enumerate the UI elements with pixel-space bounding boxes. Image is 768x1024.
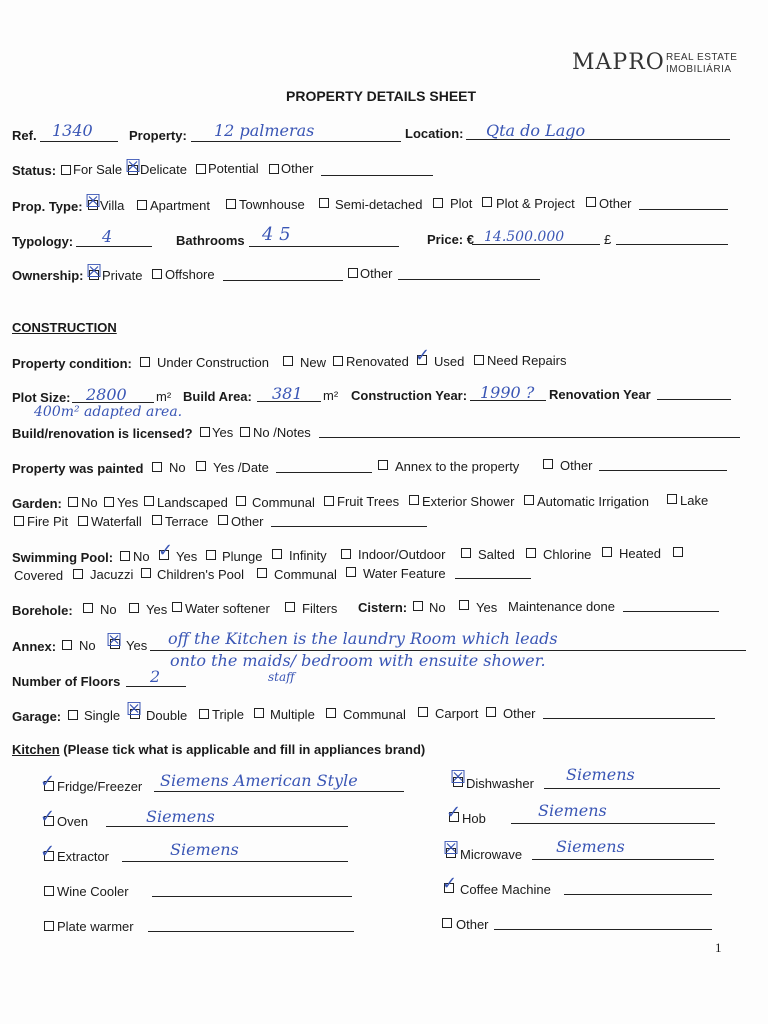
condition-option-need-repairs: Need Repairs (487, 353, 567, 368)
condition-option-renovated: Renovated (346, 354, 409, 369)
proptype-option-plot-project: Plot & Project (496, 196, 575, 211)
floors-value[interactable]: 2 (150, 667, 161, 686)
painted-checkbox-no[interactable] (152, 462, 162, 472)
garage-checkbox-triple[interactable] (199, 709, 209, 719)
kitchen-value-oven[interactable]: Siemens (146, 807, 215, 826)
borehole-checkbox-filters[interactable] (285, 602, 295, 612)
plate-warmer-line (148, 931, 354, 932)
pool-checkbox-indoor-outdoor[interactable] (341, 549, 351, 559)
garden-option-terrace: Terrace (165, 514, 209, 529)
pool-checkbox-covered[interactable] (673, 547, 683, 557)
kitchen-value-dishwasher[interactable]: Siemens (566, 765, 635, 784)
status-option-delicate: Delicate (140, 162, 187, 177)
pool-checkbox-communal[interactable] (257, 568, 267, 578)
hob-line (511, 823, 715, 824)
construction-year-value[interactable]: 1990 ? (480, 383, 535, 402)
garden-option-yes: Yes (117, 495, 139, 510)
pool-option-jacuzzi: Jacuzzi (90, 567, 134, 582)
fridge-freezer-line (154, 791, 404, 792)
garden-checkbox-lake[interactable] (667, 494, 677, 504)
status-option-potential: Potential (208, 161, 259, 176)
kitchen-checkbox-wine-cooler[interactable] (44, 886, 54, 896)
annex-label: Annex: (12, 639, 57, 654)
pool-option-chlorine: Chlorine (543, 547, 592, 562)
proptype-other-line (639, 209, 728, 210)
kitchen-label-oven: Oven (57, 814, 89, 829)
ref-line (40, 141, 118, 142)
proptype-checkbox-plot[interactable] (433, 198, 443, 208)
garage-checkbox-single[interactable] (68, 710, 78, 720)
garden-checkbox-fire-pit[interactable] (14, 516, 24, 526)
kitchen-value-fridge-freezer[interactable]: Siemens American Style (160, 771, 358, 790)
pool-checkbox-childrens-pool[interactable] (141, 568, 151, 578)
condition-checkbox-need-repairs[interactable] (474, 355, 484, 365)
garden-other-line (271, 526, 427, 527)
borehole-checkbox-no[interactable] (83, 603, 93, 613)
proptype-option-other: Other (599, 196, 632, 211)
licensed-notes-line (319, 437, 740, 438)
annex-note-line-1[interactable]: off the Kitchen is the laundry Room which leads (168, 629, 558, 648)
cistern-option-no: No (429, 600, 446, 615)
floors-label: Number of Floors (12, 674, 121, 689)
condition-label: Property condition: (12, 356, 132, 371)
cistern-checkbox-yes[interactable] (459, 600, 469, 610)
kitchen-label-dishwasher: Dishwasher (466, 776, 534, 791)
painted-option-annex: Annex to the property (395, 459, 520, 474)
garden-checkbox-communal[interactable] (236, 496, 246, 506)
proptype-option-plot: Plot (450, 196, 473, 211)
kitchen-value-extractor[interactable]: Siemens (170, 840, 239, 859)
typology-label: Typology: (12, 234, 74, 249)
pool-checkbox-plunge[interactable] (206, 550, 216, 560)
pool-option-water-feature: Water Feature (363, 566, 446, 581)
kitchen-label-coffee-machine: Coffee Machine (460, 882, 551, 897)
status-other-line (321, 175, 433, 176)
microwave-checkmark-icon: ☒ (443, 838, 460, 859)
borehole-option-water-softener: Water softener (185, 601, 270, 616)
pool-yes-checkmark-icon: ✓ (158, 540, 174, 561)
microwave-line (532, 859, 714, 860)
borehole-checkbox-yes[interactable] (129, 603, 139, 613)
annex-note-staff: staff (268, 670, 295, 684)
plot-size-value[interactable]: 2800 (86, 385, 127, 404)
extractor-line (122, 861, 348, 862)
painted-option-other: Other (560, 458, 593, 473)
proptype-checkbox-townhouse[interactable] (226, 199, 236, 209)
ownership-checkbox-other[interactable] (348, 268, 358, 278)
annex-option-yes: Yes (126, 638, 148, 653)
brand-line-1: REAL ESTATE (666, 52, 738, 63)
oven-line (106, 826, 348, 827)
brand-logo: MAPRO (572, 50, 665, 75)
build-area-label: Build Area: (183, 389, 252, 404)
pool-option-childrens-pool: Children's Pool (157, 567, 245, 582)
garden-checkbox-landscaped[interactable] (144, 496, 154, 506)
location-label: Location: (405, 126, 464, 141)
painted-date-line (276, 472, 372, 473)
coffee-machine-line (564, 894, 712, 895)
pool-checkbox-heated[interactable] (602, 547, 612, 557)
garden-checkbox-fruit-trees[interactable] (324, 496, 334, 506)
property-line (191, 141, 401, 142)
garage-checkbox-carport[interactable] (418, 707, 428, 717)
ref-label: Ref. (12, 128, 37, 143)
kitchen-value-microwave[interactable]: Siemens (556, 837, 625, 856)
garden-option-no: No (81, 495, 98, 510)
dishwasher-checkmark-icon: ☒ (450, 767, 467, 788)
garden-option-other: Other (231, 514, 264, 529)
ownership-option-private: Private (102, 268, 143, 283)
garage-option-single: Single (84, 708, 121, 723)
build-area-value[interactable]: 381 (272, 384, 303, 403)
proptype-option-townhouse: Townhouse (239, 197, 305, 212)
construction-heading: CONSTRUCTION (12, 320, 117, 335)
cistern-option-yes: Yes (476, 600, 498, 615)
kitchen-checkbox-plate-warmer[interactable] (44, 921, 54, 931)
painted-checkbox-yes[interactable] (196, 461, 206, 471)
adapted-area-note: 400m² adapted area. (34, 404, 183, 420)
garden-option-fire-pit: Fire Pit (27, 514, 69, 529)
dishwasher-line (544, 788, 720, 789)
condition-checkbox-renovated[interactable] (333, 356, 343, 366)
garage-double-checkmark-icon: ☒ (126, 699, 143, 720)
page-title: PROPERTY DETAILS SHEET (286, 88, 477, 104)
plot-size-unit: m² (156, 389, 172, 404)
status-delicate-checkmark-icon: ☒ (125, 156, 142, 177)
typology-value[interactable]: 4 (102, 227, 113, 246)
proptype-label: Prop. Type: (12, 199, 83, 214)
kitchen-label-plate-warmer: Plate warmer (57, 919, 134, 934)
condition-used-checkmark-icon: ✓ (415, 345, 431, 366)
status-checkbox-for-sale[interactable] (61, 165, 71, 175)
kitchen-label-other: Other (456, 917, 489, 932)
borehole-option-yes: Yes (146, 602, 168, 617)
pool-option-communal: Communal (274, 567, 337, 582)
maintenance-label: Maintenance done (508, 599, 615, 614)
pool-water-feature-line (455, 578, 531, 579)
annex-option-no: No (79, 638, 96, 653)
page-number: 1 (715, 940, 722, 955)
condition-checkbox-under-construction[interactable] (140, 357, 150, 367)
condition-option-under-construction: Under Construction (157, 355, 269, 370)
pool-option-salted: Salted (478, 547, 515, 562)
maintenance-line (623, 611, 719, 612)
garage-option-double: Double (146, 708, 188, 723)
ownership-label: Ownership: (12, 268, 84, 283)
pool-option-infinity: Infinity (289, 548, 327, 563)
pool-option-plunge: Plunge (222, 549, 263, 564)
kitchen-checkbox-other[interactable] (442, 918, 452, 928)
condition-option-new: New (300, 355, 327, 370)
garden-option-automatic-irrigation: Automatic Irrigation (537, 494, 649, 509)
kitchen-heading-note: (Please tick what is applicable and fill in appliances brand) (63, 742, 426, 757)
garage-checkbox-other[interactable] (486, 707, 496, 717)
pool-checkbox-salted[interactable] (461, 548, 471, 558)
ownership-other-line (398, 279, 540, 280)
garden-option-exterior-shower: Exterior Shower (422, 494, 515, 509)
pool-option-indoor-outdoor: Indoor/Outdoor (358, 547, 446, 562)
kitchen-value-hob[interactable]: Siemens (538, 801, 607, 820)
garage-label: Garage: (12, 709, 62, 724)
proptype-option-villa: Villa (100, 198, 125, 213)
garage-other-line (543, 718, 715, 719)
garage-option-multiple: Multiple (270, 707, 315, 722)
kitchen-label-extractor: Extractor (57, 849, 110, 864)
property-label: Property: (129, 128, 187, 143)
garage-option-communal: Communal (343, 707, 406, 722)
painted-label: Property was painted (12, 461, 144, 476)
brand-line-2: IMOBILIÁRIA (666, 64, 732, 75)
floors-line (126, 686, 186, 687)
garden-checkbox-terrace[interactable] (152, 515, 162, 525)
location-value[interactable]: Qta do Lago (486, 121, 586, 140)
proptype-option-apartment: Apartment (150, 198, 210, 213)
annex-yes-checkmark-icon: ☒ (106, 630, 123, 651)
price-gbp-line (616, 244, 728, 245)
garage-option-triple: Triple (212, 707, 245, 722)
garden-checkbox-automatic-irrigation[interactable] (524, 495, 534, 505)
brand-subtitle (666, 52, 737, 76)
cistern-label: Cistern: (358, 600, 408, 615)
typology-line (76, 246, 152, 247)
painted-option-yes: Yes /Date (213, 460, 269, 475)
painted-other-line (599, 470, 727, 471)
garage-checkbox-communal[interactable] (326, 708, 336, 718)
pool-checkbox-water-feature[interactable] (346, 567, 356, 577)
pool-checkbox-infinity[interactable] (272, 549, 282, 559)
pool-checkbox-no[interactable] (120, 551, 130, 561)
ref-value[interactable]: 1340 (52, 121, 93, 140)
licensed-label: Build/renovation is licensed? (12, 426, 193, 441)
garden-checkbox-other[interactable] (218, 515, 228, 525)
pool-checkbox-chlorine[interactable] (526, 548, 536, 558)
garage-checkbox-multiple[interactable] (254, 708, 264, 718)
status-checkbox-potential[interactable] (196, 164, 206, 174)
kitchen-label-hob: Hob (462, 811, 486, 826)
condition-option-used: Used (434, 354, 465, 369)
renovation-year-line (657, 399, 731, 400)
kitchen-heading: Kitchen (12, 742, 60, 757)
status-option-other: Other (281, 161, 314, 176)
condition-checkbox-new[interactable] (283, 356, 293, 366)
licensed-option-yes: Yes (212, 425, 234, 440)
status-checkbox-other[interactable] (269, 164, 279, 174)
plot-size-label: Plot Size: (12, 390, 71, 405)
bathrooms-value[interactable]: 4 5 (262, 224, 291, 245)
price-value[interactable]: 14.500.000 (484, 229, 565, 245)
licensed-option-no: No /Notes (253, 425, 311, 440)
borehole-option-no: No (100, 602, 117, 617)
construction-year-label: Construction Year: (351, 388, 468, 403)
pool-option-yes: Yes (176, 549, 198, 564)
licensed-checkbox-yes[interactable] (200, 427, 210, 437)
kitchen-label-fridge-freezer: Fridge/Freezer (57, 779, 143, 794)
painted-checkbox-other[interactable] (543, 459, 553, 469)
garden-label: Garden: (12, 496, 62, 511)
pool-option-heated: Heated (619, 546, 661, 561)
garage-option-other: Other (503, 706, 536, 721)
renovation-year-label: Renovation Year (549, 387, 651, 402)
garden-checkbox-exterior-shower[interactable] (409, 495, 419, 505)
bathrooms-line (249, 246, 399, 247)
oven-checkmark-icon: ✓ (40, 806, 56, 827)
price-gbp-label: £ (604, 232, 612, 247)
garden-option-fruit-trees: Fruit Trees (337, 494, 400, 509)
pool-option-no: No (133, 549, 150, 564)
annex-note-line-2[interactable]: onto the maids/ bedroom with ensuite shower. (170, 651, 546, 670)
garden-option-landscaped: Landscaped (157, 495, 228, 510)
price-label: Price: € (427, 232, 474, 247)
ownership-option-other: Other (360, 266, 393, 281)
garden-option-lake: Lake (680, 493, 709, 508)
proptype-option-semi-detached: Semi-detached (335, 197, 423, 212)
fridge-freezer-checkmark-icon: ✓ (40, 771, 56, 792)
garden-checkbox-waterfall[interactable] (78, 516, 88, 526)
garden-checkbox-no[interactable] (68, 497, 78, 507)
garage-option-carport: Carport (435, 706, 479, 721)
ownership-option-offshore: Offshore (165, 267, 215, 282)
status-option-for-sale: For Sale (73, 162, 123, 177)
licensed-checkbox-no[interactable] (240, 427, 250, 437)
status-label: Status: (12, 163, 57, 178)
property-value[interactable]: 12 palmeras (214, 121, 315, 140)
bathrooms-label: Bathrooms (176, 233, 245, 248)
painted-checkbox-annex[interactable] (378, 460, 388, 470)
kitchen-other-line (494, 929, 712, 930)
proptype-checkbox-apartment[interactable] (137, 200, 147, 210)
borehole-label: Borehole: (12, 603, 73, 618)
proptype-villa-checkmark-icon: ☒ (85, 191, 102, 212)
painted-option-no: No (169, 460, 186, 475)
ownership-checkbox-offshore[interactable] (152, 269, 162, 279)
pool-option-covered: Covered (14, 568, 64, 583)
wine-cooler-line (152, 896, 352, 897)
build-area-unit: m² (323, 388, 339, 403)
kitchen-label-microwave: Microwave (460, 847, 523, 862)
proptype-checkbox-semi-detached[interactable] (319, 198, 329, 208)
kitchen-heading-row (12, 742, 425, 758)
cistern-checkbox-no[interactable] (413, 601, 423, 611)
proptype-checkbox-plot-project[interactable] (482, 197, 492, 207)
proptype-checkbox-other[interactable] (586, 197, 596, 207)
pool-checkbox-jacuzzi[interactable] (73, 569, 83, 579)
garden-checkbox-yes[interactable] (104, 497, 114, 507)
kitchen-label-wine-cooler: Wine Cooler (57, 884, 129, 899)
pool-label: Swimming Pool: (12, 550, 114, 565)
garden-option-communal: Communal (252, 495, 315, 510)
borehole-option-filters: Filters (302, 601, 338, 616)
ownership-offshore-line (223, 280, 343, 281)
garden-option-waterfall: Waterfall (91, 514, 142, 529)
ownership-private-checkmark-icon: ☒ (86, 261, 103, 282)
coffee-machine-checkmark-icon: ✓ (442, 873, 458, 894)
borehole-checkbox-water-softener[interactable] (172, 602, 182, 612)
extractor-checkmark-icon: ✓ (40, 841, 56, 862)
hob-checkmark-icon: ✓ (446, 802, 462, 823)
annex-checkbox-no[interactable] (62, 640, 72, 650)
